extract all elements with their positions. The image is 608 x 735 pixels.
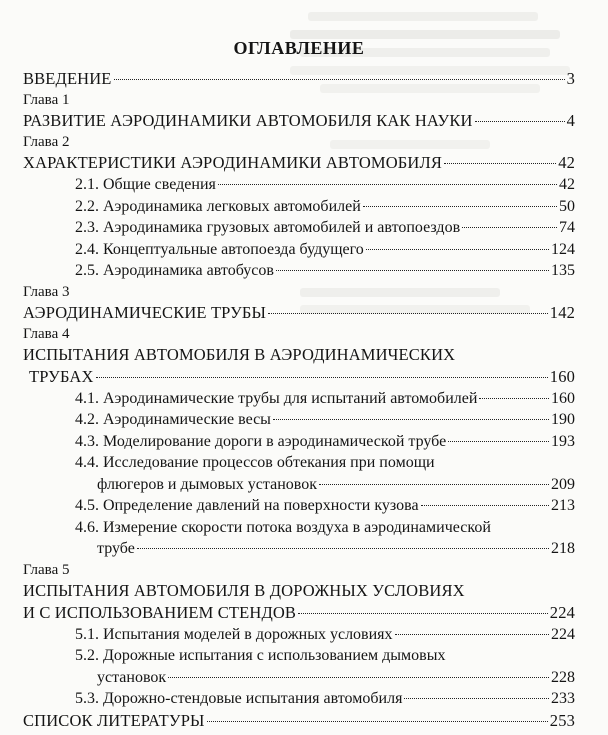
leader-dots (421, 505, 549, 506)
entry-title: 2.2. Аэродинамика легковых автомобилей (75, 197, 361, 215)
toc-entry-section-line-1: 4.6. Измерение скорости потока воздуха в аэродинамической (75, 518, 491, 536)
entry-page: 224 (549, 602, 575, 622)
leader-dots (462, 227, 557, 228)
entry-title: ТРУБАХ (29, 366, 94, 386)
entry-title: 2.4. Концептуальные автопоезда будущего (75, 240, 364, 258)
entry-title: ВВЕДЕНИЕ (23, 69, 112, 88)
leader-dots (268, 313, 548, 314)
chapter-label: Глава 3 (23, 283, 70, 300)
entry-title: 4.5. Определение давлений на поверхности кузова (75, 497, 419, 514)
toc-entry-chapter-5 (23, 602, 575, 624)
leader-dots (137, 548, 549, 549)
leader-dots (114, 79, 565, 80)
entry-title: флюгеров и дымовых установок (97, 475, 317, 493)
page-title: ОГЛАВЛЕНИЕ (233, 38, 365, 58)
toc-entry-section (23, 624, 575, 646)
entry-page: 218 (551, 540, 575, 557)
toc-entry-section (23, 388, 575, 410)
entry-page: 3 (566, 69, 575, 88)
entry-page: 135 (551, 262, 575, 279)
toc-entry-chapter-4-line-1: ИСПЫТАНИЯ АВТОМОБИЛЯ В АЭРОДИНАМИЧЕСКИХ (23, 344, 456, 364)
chapter-label: Глава 4 (23, 325, 70, 342)
toc-entry-section (23, 667, 575, 689)
entry-page: 124 (551, 240, 575, 258)
entry-page: 160 (551, 389, 575, 407)
leader-dots (168, 677, 549, 678)
entry-title: СПИСОК ЛИТЕРАТУРЫ (23, 710, 205, 730)
toc-entry-section (23, 196, 575, 218)
entry-title: 4.2. Аэродинамические весы (75, 411, 271, 428)
toc-entry-chapter-5-line-1: ИСПЫТАНИЯ АВТОМОБИЛЯ В ДОРОЖНЫХ УСЛОВИЯХ (23, 580, 465, 600)
toc-entry-section (23, 474, 575, 496)
entry-title: 5.3. Дорожно-стендовые испытания автомобиля (75, 690, 403, 707)
toc-entry-chapter-2 (23, 152, 575, 174)
entry-page: 253 (549, 710, 575, 730)
leader-dots (366, 249, 549, 250)
entry-title: 4.1. Аэродинамические трубы для испытаний автомобилей (75, 389, 478, 407)
leader-dots (319, 484, 549, 485)
entry-page: 42 (559, 176, 575, 193)
toc-entry-chapter-3 (23, 302, 575, 324)
leader-dots (276, 270, 549, 271)
toc-entry-section-line-1: 4.4. Исследование процессов обтекания при помощи (75, 454, 435, 471)
entry-title: установок (97, 668, 167, 686)
toc-entry-section (23, 174, 575, 196)
leader-dots (475, 121, 565, 122)
leader-dots (298, 613, 548, 614)
toc-entry-chapter-4 (23, 366, 575, 388)
entry-title: 2.3. Аэродинамика грузовых автомобилей и автопоездов (75, 219, 461, 236)
entry-title: И С ИСПОЛЬЗОВАНИЕМ СТЕНДОВ (23, 602, 297, 622)
entry-page: 160 (549, 366, 575, 386)
entry-page: 209 (551, 475, 575, 493)
entry-title: 5.1. Испытания моделей в дорожных условиях (75, 625, 393, 643)
leader-dots (218, 184, 557, 185)
chapter-label: Глава 2 (23, 134, 70, 150)
chapter-label: Глава 1 (23, 92, 70, 108)
toc-entry-section-line-1: 5.2. Дорожные испытания с использованием дымовых (75, 647, 446, 664)
entry-page: 233 (551, 690, 575, 707)
toc-entry-section (23, 495, 575, 517)
chapter-label: Глава 5 (23, 561, 70, 578)
entry-page: 142 (549, 302, 575, 322)
leader-dots (448, 441, 549, 442)
toc-entry-section (23, 409, 575, 431)
toc-entry-bibliography (23, 710, 575, 732)
leader-dots (207, 721, 548, 722)
toc-entry-section (23, 538, 575, 560)
entry-title: РАЗВИТИЕ АЭРОДИНАМИКИ АВТОМОБИЛЯ КАК НАУКИ (23, 111, 473, 130)
leader-dots (273, 419, 549, 420)
entry-page: 228 (551, 668, 575, 686)
entry-title: ХАРАКТЕРИСТИКИ АЭРОДИНАМИКИ АВТОМОБИЛЯ (23, 153, 442, 172)
toc-entry-section (23, 260, 575, 282)
toc-entry-section (23, 239, 575, 261)
entry-title: 2.1. Общие сведения (75, 176, 216, 193)
entry-page: 193 (551, 432, 575, 450)
toc-entry-section (23, 431, 575, 453)
entry-page: 42 (558, 153, 575, 172)
leader-dots (444, 163, 556, 164)
toc-entry-section (23, 688, 575, 710)
entry-page: 190 (551, 411, 575, 428)
leader-dots (363, 206, 557, 207)
leader-dots (96, 377, 548, 378)
toc-entry-section (23, 217, 575, 239)
entry-title: 2.5. Аэродинамика автобусов (75, 262, 274, 279)
toc-entry-introduction (23, 68, 575, 90)
entry-title: 4.3. Моделирование дороги в аэродинамической трубе (75, 432, 447, 450)
entry-page: 74 (559, 219, 575, 236)
leader-dots (479, 398, 549, 399)
entry-title: АЭРОДИНАМИЧЕСКИЕ ТРУБЫ (23, 302, 267, 322)
toc-entry-chapter-1 (23, 110, 575, 132)
leader-dots (404, 698, 549, 699)
entry-page: 50 (559, 197, 575, 215)
entry-page: 4 (566, 111, 575, 130)
entry-page: 213 (551, 497, 575, 514)
entry-title: трубе (97, 540, 135, 557)
entry-page: 224 (551, 625, 575, 643)
table-of-contents (23, 36, 575, 732)
leader-dots (395, 634, 549, 635)
